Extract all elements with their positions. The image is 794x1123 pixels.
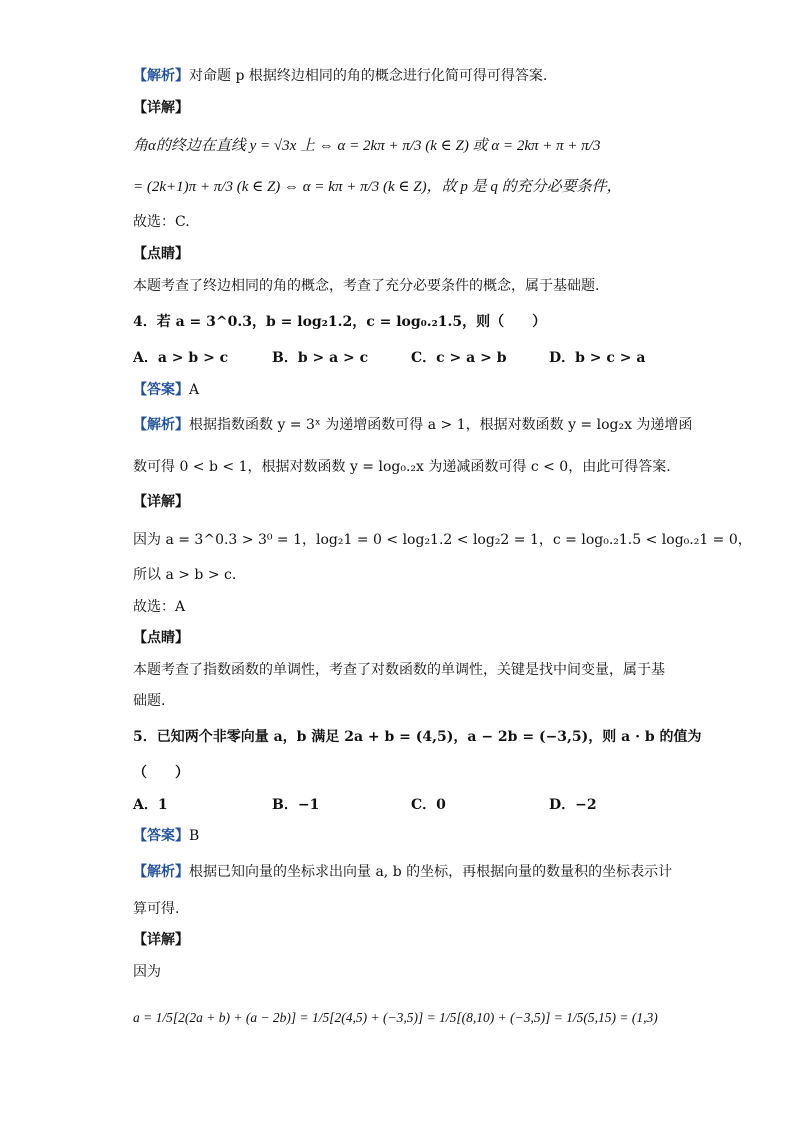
q5-option-d: D．−2 (549, 797, 597, 813)
q4-choice: 故选：A (133, 599, 186, 615)
q4-dianjing-heading: 【点睛】 (133, 630, 189, 646)
q4-dianjing-line-1: 本题考查了指数函数的单调性，考查了对数函数的单调性，关键是找中间变量，属于基 (133, 662, 665, 678)
q4-stem: 4．若 a = 3^0.3，b = log₂1.2，c = log₀.₂1.5，则（ ） (133, 314, 547, 330)
q3-choice: 故选：C. (133, 214, 190, 230)
q4-jiexi-line-1: 【解析】根据指数函数 y = 3ˣ 为递增函数可得 a > 1，根据对数函数 y = log₂x 为递增函 (133, 417, 693, 433)
q3-dianjing-text: 本题考查了终边相同的角的概念，考查了充分必要条件的概念，属于基础题. (133, 278, 600, 294)
q4-option-a: A．a > b > c (133, 350, 229, 366)
q5-xiangjie-heading: 【详解】 (133, 932, 189, 948)
q5-stem-line-2: （ ） (133, 765, 189, 781)
q5-jiexi-line-1: 【解析】根据已知向量的坐标求出向量 a, b 的坐标，再根据向量的数量积的坐标表示计 (133, 864, 673, 880)
q4-xiangjie-heading: 【详解】 (133, 494, 189, 510)
q5-detail-line-1: 因为 (133, 964, 161, 980)
q3-jiexi-text: 对命题 p 根据终边相同的角的概念进行化简可得可得答案. (189, 68, 548, 84)
q4-detail-line-1: 因为 a = 3^0.3 > 3⁰ = 1，log₂1 = 0 < log₂1.2 < log₂2 = 1，c = log₀.₂1.5 < log₀.₂1 = 0， (133, 532, 752, 548)
q5-formula: a = 1/5[2(2a + b) + (a − 2b)] = 1/5[2(4,5) + (−3,5)] = 1/5[(8,10) + (−3,5)] = 1/5(5,15) = (1,3) (133, 1010, 658, 1025)
q5-stem-line-1: 5．已知两个非零向量 a，b 满足 2a + b = (4,5)，a − 2b = (−3,5)，则 a · b 的值为 (133, 729, 702, 745)
q3-detail-line-2: = (2k+1)π + π/3 (k ∈ Z) ⇔ α = kπ + π/3 (k ∈ Z)，故 p 是 q 的充分必要条件， (133, 179, 622, 195)
q4-option-c: C．c > a > b (411, 350, 507, 366)
q5-answer-line: 【答案】B (133, 828, 200, 844)
q5-option-a: A．1 (133, 797, 168, 813)
q4-dianjing-line-2: 础题. (133, 693, 166, 709)
q4-answer: A (189, 382, 200, 398)
q5-option-b: B．−1 (272, 797, 320, 813)
q3-jiexi-line (133, 66, 547, 86)
q3-xiangjie-heading: 【详解】 (133, 100, 189, 116)
q5-answer: B (189, 828, 200, 844)
q4-option-b: B．b > a > c (272, 350, 369, 366)
q5-option-c: C．0 (411, 797, 446, 813)
q4-option-d: D．b > c > a (549, 350, 646, 366)
q3-dianjing-heading: 【点睛】 (133, 246, 189, 262)
q4-detail-line-2: 所以 a > b > c. (133, 567, 237, 583)
jiexi-label: 【解析】 (133, 68, 189, 84)
q4-answer-line: 【答案】A (133, 382, 200, 398)
q4-jiexi-line-2: 数可得 0 < b < 1，根据对数函数 y = log₀.₂x 为递减函数可得 c < 0，由此可得答案. (133, 459, 671, 475)
q5-jiexi-line-2: 算可得. (133, 901, 180, 917)
q3-detail-line-1: 角α的终边在直线 y = √3x 上 ⇔ α = 2kπ + π/3 (k ∈ Z) 或 α = 2kπ + π + π/3 (133, 138, 601, 154)
